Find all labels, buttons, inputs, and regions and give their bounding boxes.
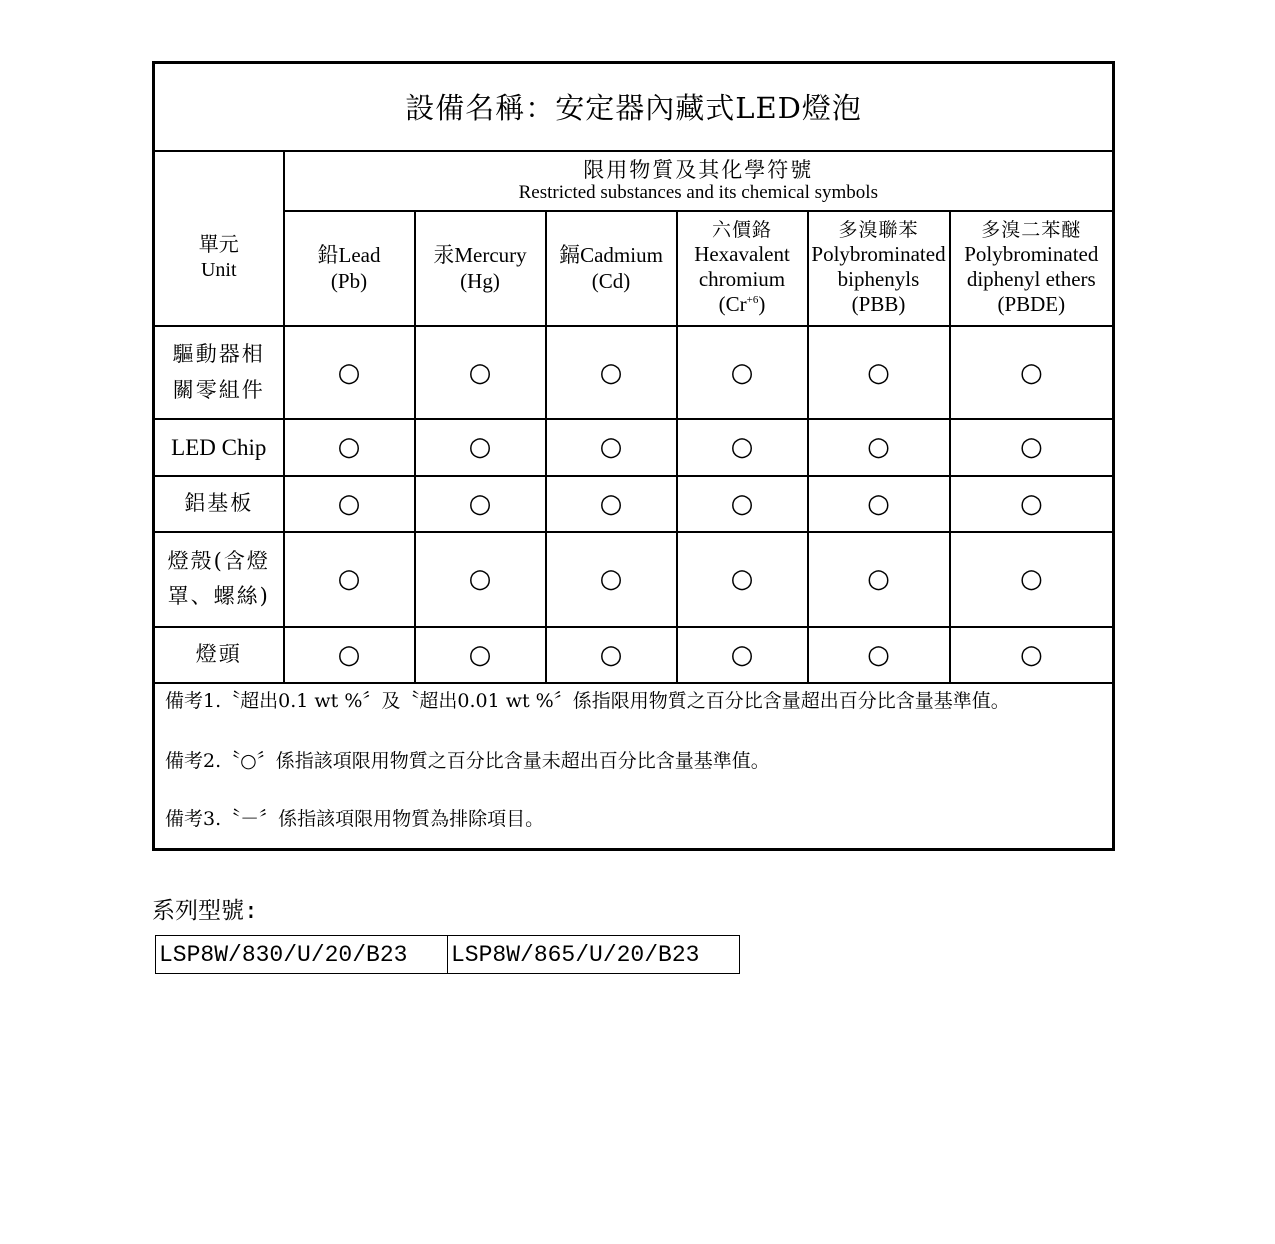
substance-group-zh: 限用物質及其化學符號 <box>583 157 814 182</box>
substance-name-zh: 多溴二苯醚 <box>981 219 1082 242</box>
compliance-mark: ○ <box>415 419 546 475</box>
substance-symbol: (PBB) <box>851 292 906 317</box>
row-label: LED Chip <box>154 419 284 475</box>
substance-name-zh: 多溴聯苯 <box>838 219 919 242</box>
unit-header <box>154 151 284 326</box>
substance-group-header <box>284 151 1114 211</box>
compliance-mark: ○ <box>808 532 950 627</box>
compliance-mark: ○ <box>546 326 677 419</box>
substance-header-pbb <box>808 211 950 326</box>
substance-name: 汞Mercury <box>433 243 527 268</box>
symbol-base: (Cr <box>718 292 747 317</box>
compliance-mark: ○ <box>677 627 808 683</box>
substance-name: 鉛Lead <box>317 243 381 268</box>
substance-name-en: Polybrominated <box>811 242 946 267</box>
notes <box>154 683 1114 849</box>
compliance-mark: ○ <box>808 627 950 683</box>
substance-header-cadmium <box>546 211 677 326</box>
substance-header-pbde <box>950 211 1114 326</box>
substance-header-lead <box>284 211 415 326</box>
compliance-mark: ○ <box>415 532 546 627</box>
compliance-mark: ○ <box>284 326 415 419</box>
symbol-superscript: +6 <box>746 294 759 307</box>
compliance-mark: ○ <box>415 476 546 532</box>
model-number: LSP8W/865/U/20/B23 <box>448 936 740 974</box>
unit-header-zh: 單元 <box>198 231 239 256</box>
substance-name-en: Hexavalent <box>694 242 790 267</box>
note-3: 備考3.〝－〞係指該項限用物質為排除項目。 <box>165 808 545 831</box>
compliance-mark: ○ <box>415 326 546 419</box>
compliance-mark: ○ <box>950 419 1114 475</box>
compliance-mark: ○ <box>950 326 1114 419</box>
row-label <box>154 326 284 419</box>
row-label-line: 燈殼(含燈 <box>167 548 270 573</box>
table-row <box>154 419 1114 475</box>
substance-symbol: (PBDE) <box>997 292 1066 317</box>
substance-symbol: (Cd) <box>591 268 631 293</box>
substance-group-en: Restricted substances and its chemical symbols <box>518 181 878 203</box>
substance-header-mercury <box>415 211 546 326</box>
table-row <box>154 627 1114 683</box>
row-label <box>154 532 284 627</box>
compliance-mark: ○ <box>808 419 950 475</box>
series-models-label: 系列型號: <box>152 898 258 924</box>
equipment-title: 設備名稱：安定器內藏式LED燈泡 <box>154 63 1114 151</box>
compliance-mark: ○ <box>546 476 677 532</box>
compliance-mark: ○ <box>677 476 808 532</box>
compliance-mark: ○ <box>284 476 415 532</box>
substance-symbol: (Pb) <box>330 268 368 293</box>
model-number: LSP8W/830/U/20/B23 <box>156 936 448 974</box>
compliance-mark: ○ <box>284 627 415 683</box>
compliance-mark: ○ <box>950 627 1114 683</box>
compliance-mark: ○ <box>546 532 677 627</box>
compliance-mark: ○ <box>284 419 415 475</box>
substance-name-en: diphenyl ethers <box>966 267 1096 292</box>
table-row <box>154 476 1114 532</box>
series-models-table <box>155 935 740 974</box>
symbol-end: ) <box>758 292 766 317</box>
unit-header-en: Unit <box>200 258 237 281</box>
row-label: 鋁基板 <box>154 476 284 532</box>
compliance-mark: ○ <box>677 532 808 627</box>
compliance-mark: ○ <box>808 326 950 419</box>
substance-name-en: Polybrominated <box>964 242 1099 267</box>
compliance-mark: ○ <box>677 326 808 419</box>
substance-header-chromium <box>677 211 808 326</box>
row-label: 燈頭 <box>154 627 284 683</box>
compliance-mark: ○ <box>950 532 1114 627</box>
compliance-mark: ○ <box>808 476 950 532</box>
compliance-mark: ○ <box>415 627 546 683</box>
substance-name: 鎘Cadmium <box>559 243 663 268</box>
note-1: 備考1.〝超出0.1 wt %〞及〝超出0.01 wt %〞係指限用物質之百分比含量超出百分比含量基準值。 <box>165 690 1010 713</box>
compliance-mark: ○ <box>677 419 808 475</box>
substance-name-zh: 六價鉻 <box>711 219 772 242</box>
compliance-mark: ○ <box>950 476 1114 532</box>
compliance-mark: ○ <box>546 419 677 475</box>
substance-symbol <box>678 292 807 317</box>
table-row <box>154 532 1114 627</box>
row-label-line: 驅動器相 <box>172 342 265 367</box>
table-row <box>154 326 1114 419</box>
row-label-line: 罩、螺絲) <box>167 584 270 609</box>
rohs-table <box>152 61 1115 851</box>
substance-name-en: biphenyls <box>837 267 920 292</box>
substance-name-en: chromium <box>698 267 786 292</box>
row-label-line: 關零組件 <box>172 377 265 402</box>
compliance-mark: ○ <box>546 627 677 683</box>
compliance-mark: ○ <box>284 532 415 627</box>
substance-symbol: (Hg) <box>460 268 500 293</box>
note-2: 備考2.〝○〞係指該項限用物質之百分比含量未超出百分比含量基準值。 <box>165 750 770 773</box>
